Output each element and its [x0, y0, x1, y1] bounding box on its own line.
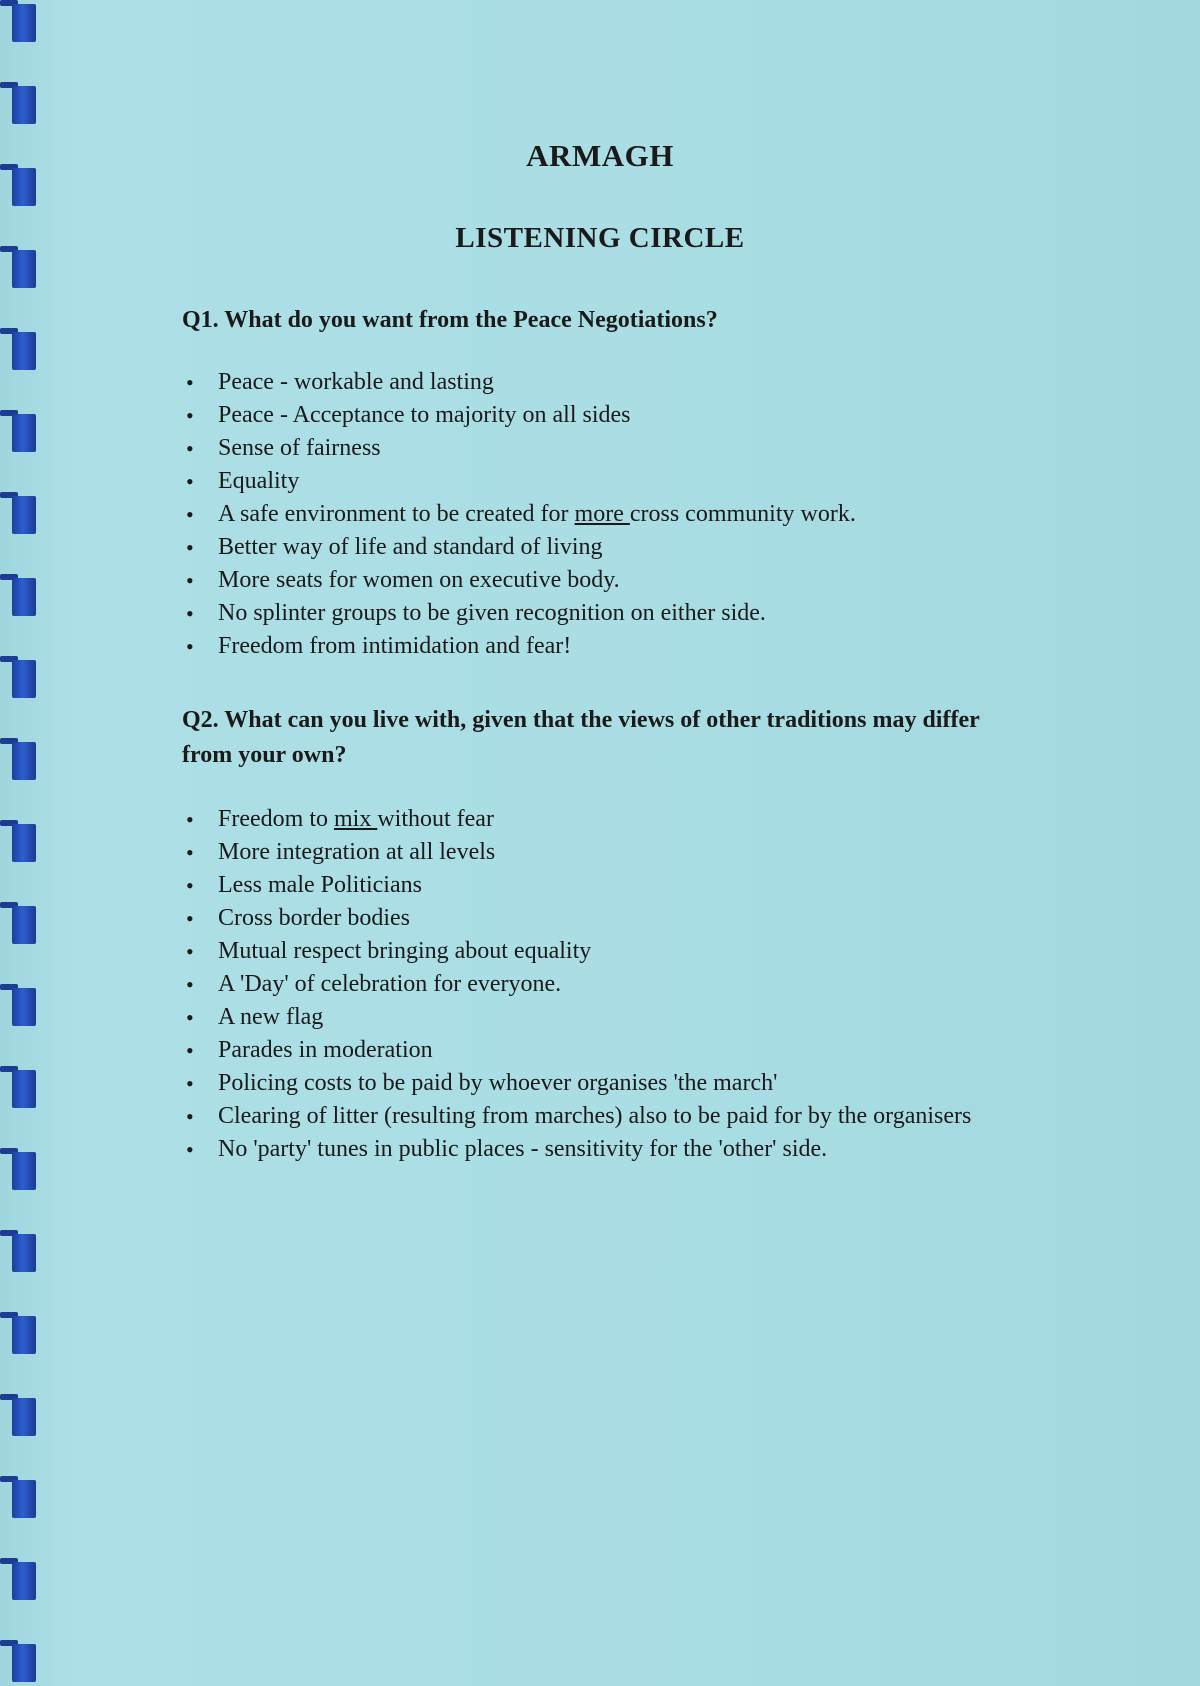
coil-bar: [12, 578, 36, 616]
coil-bar: [12, 496, 36, 534]
list-item: • Better way of life and standard of living: [182, 531, 1012, 564]
list-item: • Peace - Acceptance to majority on all sides: [182, 399, 1012, 432]
list-item: • Sense of fairness: [182, 432, 1012, 465]
binding-coil: [0, 656, 40, 700]
coil-bar: [12, 824, 36, 862]
binding-coil: [0, 1476, 40, 1520]
list-item-text: Freedom to: [218, 806, 334, 832]
list-item: • A new flag: [182, 1001, 1012, 1034]
binding-coil: [0, 820, 40, 864]
binding-coil: [0, 902, 40, 946]
underlined-word: more: [574, 501, 630, 527]
list-item: • No 'party' tunes in public places - sensitivity for the 'other' side.: [182, 1133, 1012, 1166]
binding-coil: [0, 574, 40, 618]
coil-bar: [12, 1316, 36, 1354]
binding-coil: [0, 0, 40, 44]
list-item: • Cross border bodies: [182, 902, 1012, 935]
binding-coil: [0, 1148, 40, 1192]
document-title: ARMAGH: [526, 138, 674, 173]
coil-bar: [12, 1070, 36, 1108]
binding-coil: [0, 1394, 40, 1438]
list-item: • Less male Politicians: [182, 869, 1012, 902]
coil-bar: [12, 1562, 36, 1600]
coil-bar: [12, 988, 36, 1026]
binding-coil: [0, 1066, 40, 1110]
list-item: • Mutual respect bringing about equality: [182, 935, 1012, 968]
list-item: • Peace - workable and lasting: [182, 366, 1012, 399]
binding-coil: [0, 1558, 40, 1602]
list-item: • Parades in moderation: [182, 1034, 1012, 1067]
coil-bar: [12, 1234, 36, 1272]
list-item: [182, 803, 1012, 836]
coil-bar: [12, 906, 36, 944]
list-item: • More integration at all levels: [182, 836, 1012, 869]
question-1-answers: [182, 366, 1012, 663]
binding-coil: [0, 984, 40, 1028]
list-item-text: cross community work.: [629, 501, 856, 527]
document-subtitle: LISTENING CIRCLE: [455, 222, 745, 254]
coil-bar: [12, 742, 36, 780]
list-item: • Clearing of litter (resulting from marches) also to be paid for by the organisers: [182, 1100, 1012, 1133]
binding-coil: [0, 1312, 40, 1356]
coil-bar: [12, 4, 36, 42]
list-item: • More seats for women on executive body.: [182, 564, 1012, 597]
list-item: • Freedom from intimidation and fear!: [182, 630, 1012, 663]
coil-bar: [12, 1398, 36, 1436]
question-2-answers: [182, 803, 1012, 1166]
list-item: • Policing costs to be paid by whoever organises 'the march': [182, 1067, 1012, 1100]
list-item: [182, 498, 1012, 531]
list-item-text: without fear: [377, 806, 494, 832]
question-2: Q2. What can you live with, given that the views of other traditions may differ from your own?: [182, 707, 980, 768]
binding-coil: [0, 410, 40, 454]
binding-coil: [0, 738, 40, 782]
coil-bar: [12, 660, 36, 698]
binding-coil: [0, 1230, 40, 1274]
list-item: • A 'Day' of celebration for everyone.: [182, 968, 1012, 1001]
coil-bar: [12, 1480, 36, 1518]
coil-bar: [12, 86, 36, 124]
binding-coil: [0, 328, 40, 372]
binding-coil: [0, 492, 40, 536]
coil-bar: [12, 1644, 36, 1682]
list-item: • Equality: [182, 465, 1012, 498]
question-1: Q1. What do you want from the Peace Negotiations?: [182, 307, 718, 333]
list-item: • No splinter groups to be given recognition on either side.: [182, 597, 1012, 630]
coil-bar: [12, 1152, 36, 1190]
list-item-text: A safe environment to be created for: [218, 501, 575, 527]
coil-bar: [12, 250, 36, 288]
coil-bar: [12, 332, 36, 370]
binding-coil: [0, 1640, 40, 1684]
binding-coil: [0, 82, 40, 126]
coil-bar: [12, 414, 36, 452]
underlined-word: mix: [333, 806, 378, 832]
